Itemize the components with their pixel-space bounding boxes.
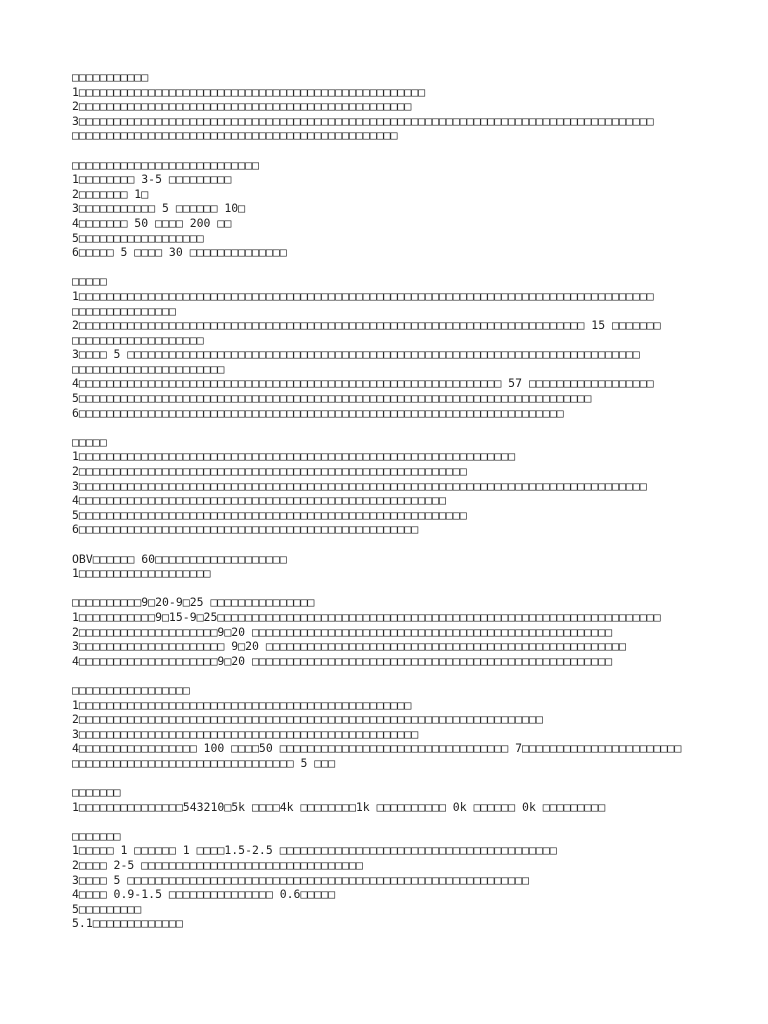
- text-line: 6□□□□□ 5 □□□□ 30 □□□□□□□□□□□□□□: [72, 245, 287, 260]
- text-line: 2□□□□□□□ 1□: [72, 186, 149, 201]
- text-line: □□□□□□□□□□□□□□□□□□□□□□□□□□□□□□□□□□□□□□□□□□□□□□□: [72, 128, 398, 143]
- text-line: 5□□□□□□□□□: [72, 901, 142, 916]
- text-line: 1□□□□□□□□□□□□□□□□□□□□□□□□□□□□□□□□□□□□□□□□□□□□□□□□□□: [72, 84, 426, 99]
- text-line: □□□□□□□□□□□□□□□□□□□□□□□□□□□□□□□□ 5 □□□: [72, 755, 336, 770]
- section-5: [72, 552, 722, 581]
- text-line: □□□□□□□□□□□□□□□: [72, 303, 176, 318]
- section-heading: □□□□□□□: [72, 828, 121, 843]
- section-7: [72, 683, 722, 771]
- text-line: 5□□□□□□□□□□□□□□□□□□□□□□□□□□□□□□□□□□□□□□□□□□□□□□□□□□□□□□□□□□□□□□□□□□□□□□□□□□: [72, 391, 592, 406]
- section-heading: □□□□□□□: [72, 785, 121, 800]
- section-heading: □□□□□□□□□□□□□□□□□□□□□□□□□□□: [72, 157, 259, 172]
- text-line: 5□□□□□□□□□□□□□□□□□□: [72, 230, 204, 245]
- section-heading: OBV□□□□□□ 60□□□□□□□□□□□□□□□□□□□: [72, 551, 287, 566]
- section-heading: □□□□□□□□□□9□20-9□25 □□□□□□□□□□□□□□□: [72, 595, 315, 610]
- text-line: 4□□□□ 0.9-1.5 □□□□□□□□□□□□□□□ 0.6□□□□□: [72, 887, 336, 902]
- document-page: [72, 70, 722, 946]
- text-line: 6□□□□□□□□□□□□□□□□□□□□□□□□□□□□□□□□□□□□□□□□□□□□□□□□□: [72, 522, 419, 537]
- section-heading: □□□□□□□□□□□: [72, 70, 149, 84]
- text-line: 1□□□□□□□□□□□□□□□□□□□□□□□□□□□□□□□□□□□□□□□□□□□□□□□□: [72, 697, 412, 712]
- text-line: 2□□□□□□□□□□□□□□□□□□□□□□□□□□□□□□□□□□□□□□□□□□□□□□□□□□□□□□□□□□□□□□□□□□□: [72, 712, 543, 727]
- text-line: 3□□□□ 5 □□□□□□□□□□□□□□□□□□□□□□□□□□□□□□□□□□□□□□□□□□□□□□□□□□□□□□□□□□: [72, 872, 529, 887]
- text-line: 5□□□□□□□□□□□□□□□□□□□□□□□□□□□□□□□□□□□□□□□□□□□□□□□□□□□□□□□□: [72, 507, 467, 522]
- text-line: □□□□□□□□□□□□□□□□□□□: [72, 332, 204, 347]
- text-line: 4□□□□□□□□□□□□□□□□□ 100 □□□□50 □□□□□□□□□□□□□□□□□□□□□□□□□□□□□□□□□ 7□□□□□□□□□□□□□□□□□□□□□□□: [72, 741, 682, 756]
- text-line: 3□□□□□□□□□□□□□□□□□□□□□□□□□□□□□□□□□□□□□□□□□□□□□□□□□□□□□□□□□□□□□□□□□□□□□□□□□□□□□□□□□□□: [72, 113, 654, 128]
- text-line: 4□□□□□□□□□□□□□□□□□□□□□□□□□□□□□□□□□□□□□□□□□□□□□□□□□□□□□□□□□□□□□ 57 □□□□□□□□□□□□□□□□□□: [72, 376, 654, 391]
- text-line: 2□□□□□□□□□□□□□□□□□□□□□□□□□□□□□□□□□□□□□□□□□□□□□□□□: [72, 99, 412, 114]
- text-line: 1□□□□□□□□□□□□□□□□□□□: [72, 566, 211, 581]
- text-line: 1□□□□□□□□□□□□□□□543210□5k □□□□4k □□□□□□□□1k □□□□□□□□□□ 0k □□□□□□ 0k □□□□□□□□□: [72, 799, 606, 814]
- text-line: 2□□□□ 2-5 □□□□□□□□□□□□□□□□□□□□□□□□□□□□□□□□: [72, 858, 363, 873]
- text-line: 6□□□□□□□□□□□□□□□□□□□□□□□□□□□□□□□□□□□□□□□□□□□□□□□□□□□□□□□□□□□□□□□□□□□□□□: [72, 405, 564, 420]
- section-3: [72, 274, 722, 420]
- text-line: 3□□□□□□□□□□□□□□□□□□□□□ 9□20 □□□□□□□□□□□□□□□□□□□□□□□□□□□□□□□□□□□□□□□□□□□□□□□□□□□□: [72, 639, 626, 654]
- text-line: 3□□□□□□□□□□□□□□□□□□□□□□□□□□□□□□□□□□□□□□□□□□□□□□□□□: [72, 726, 419, 741]
- text-line: 3□□□□□□□□□□□ 5 □□□□□□ 10□: [72, 201, 246, 216]
- section-9: [72, 829, 722, 931]
- section-heading: □□□□□: [72, 434, 107, 449]
- text-line: 1□□□□□□□□□□□□□□□□□□□□□□□□□□□□□□□□□□□□□□□□□□□□□□□□□□□□□□□□□□□□□□□: [72, 449, 516, 464]
- text-line: 3□□□□□□□□□□□□□□□□□□□□□□□□□□□□□□□□□□□□□□□□□□□□□□□□□□□□□□□□□□□□□□□□□□□□□□□□□□□□□□□□□□: [72, 478, 647, 493]
- text-line: 1□□□□□□□□ 3-5 □□□□□□□□□: [72, 172, 232, 187]
- text-line: 2□□□□□□□□□□□□□□□□□□□□9□20 □□□□□□□□□□□□□□□□□□□□□□□□□□□□□□□□□□□□□□□□□□□□□□□□□□□□: [72, 624, 613, 639]
- text-line: 4□□□□□□□□□□□□□□□□□□□□9□20 □□□□□□□□□□□□□□□□□□□□□□□□□□□□□□□□□□□□□□□□□□□□□□□□□□□□: [72, 653, 613, 668]
- text-line: 1□□□□□□□□□□□9□15-9□25□□□□□□□□□□□□□□□□□□□□□□□□□□□□□□□□□□□□□□□□□□□□□□□□□□□□□□□□□□□□□□□□: [72, 609, 661, 624]
- text-line: 4□□□□□□□ 50 □□□□ 200 □□: [72, 215, 232, 230]
- text-line: 1□□□□□□□□□□□□□□□□□□□□□□□□□□□□□□□□□□□□□□□□□□□□□□□□□□□□□□□□□□□□□□□□□□□□□□□□□□□□□□□□□□□: [72, 288, 654, 303]
- text-line: 2□□□□□□□□□□□□□□□□□□□□□□□□□□□□□□□□□□□□□□□□□□□□□□□□□□□□□□□□□□□□□□□□□□□□□□□□□ 15 □□□□□□□: [72, 318, 661, 333]
- section-1: [72, 70, 722, 143]
- section-heading: □□□□□: [72, 274, 107, 289]
- text-line: 5.1□□□□□□□□□□□□□: [72, 916, 183, 931]
- text-line: □□□□□□□□□□□□□□□□□□□□□□: [72, 361, 225, 376]
- section-4: [72, 435, 722, 537]
- text-line: 3□□□□ 5 □□□□□□□□□□□□□□□□□□□□□□□□□□□□□□□□□□□□□□□□□□□□□□□□□□□□□□□□□□□□□□□□□□□□□□□□□□: [72, 347, 640, 362]
- section-heading: □□□□□□□□□□□□□□□□□: [72, 682, 190, 697]
- text-line: 4□□□□□□□□□□□□□□□□□□□□□□□□□□□□□□□□□□□□□□□□□□□□□□□□□□□□□: [72, 493, 446, 508]
- section-8: [72, 785, 722, 814]
- text-line: 2□□□□□□□□□□□□□□□□□□□□□□□□□□□□□□□□□□□□□□□□□□□□□□□□□□□□□□□□: [72, 464, 467, 479]
- section-2: [72, 158, 722, 260]
- section-6: [72, 595, 722, 668]
- text-line: 1□□□□□ 1 □□□□□□ 1 □□□□1.5-2.5 □□□□□□□□□□□□□□□□□□□□□□□□□□□□□□□□□□□□□□□□: [72, 843, 557, 858]
